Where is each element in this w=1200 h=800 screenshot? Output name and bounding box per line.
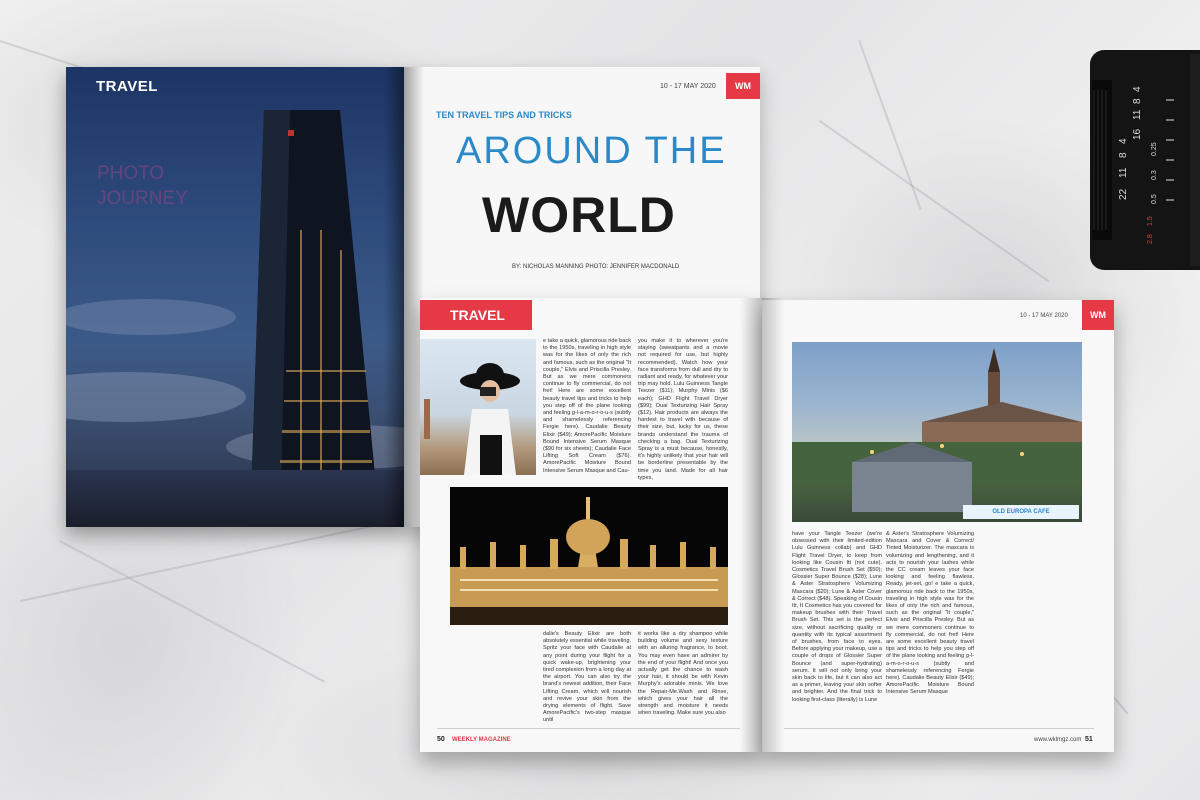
parliament-illustration — [450, 487, 728, 625]
lens-scale: 0.5 — [1151, 194, 1158, 204]
website: www.wklmgz.com — [1034, 737, 1082, 743]
marble-vein — [858, 40, 921, 210]
lens-scale: 22 — [1118, 188, 1129, 200]
page-number-left: 50 — [437, 736, 445, 743]
old-town-photo — [792, 342, 1082, 522]
lens-scale: 8 — [1132, 98, 1143, 104]
marble-vein — [819, 120, 1050, 282]
old-town-illustration — [792, 342, 1082, 522]
photo-caption: OLD EUROPA CAFE — [963, 505, 1079, 519]
text-column: & Aster's Stratosphere Volumizing Mascara and Cover & Correct/ Tinted Moisturizer. The mascara is volumizing and lengthening, and it acts to nourish your lashes while the CC cream leaves your face looking and feeling flawless. Ready, jet-set, go! e take a quick, glamorous ride back to the 1950s, traveling in high style was for the likes of only the rich and famous, such as the original "It couple," Elvis and Priscilla Presley. But as we mere commoners continue to fly commercial, do not fret! Here are some excellent beauty travel tips and tricks to help you step off of the plane looking and feeling g-l-a-m-o-r-o-u-s (subtly and shamelessly referencing Fergie here). Caudalie Beauty Elixir ($49); AmorePacific Moisture Bound Intensive Serum Masque — [886, 531, 974, 696]
lens-scale: 1.5 — [1147, 216, 1154, 226]
title-line-1: AROUND THE — [456, 130, 727, 172]
lens-scale: 16 — [1132, 128, 1143, 140]
wm-badge-front: WM — [1082, 300, 1114, 330]
back-spine-shadow — [384, 67, 424, 527]
front-date: 10 - 17 MAY 2020 — [1020, 313, 1068, 319]
marble-vein — [20, 525, 373, 602]
woman-photographer-photo — [420, 339, 536, 475]
front-spine-shadow — [740, 298, 784, 752]
lens-scale: 2.8 — [1147, 234, 1154, 244]
page-number-right: 51 — [1085, 736, 1093, 743]
byline: BY: NICHOLAS MANNING PHOTO: JENNIFER MACDONALD — [512, 264, 680, 270]
kicker: TEN TRAVEL TIPS AND TRICKS — [436, 110, 572, 120]
text-column: you make it to wherever you're staying (sweatpants and a movie not required for use, but highly recommended). Watch how your face transforms from dull and dry to radiant and ready, for whatever your trip may hold. Lulu Guinness Tangle Teezer ($11); Murphy Minis ($6 each); GHD Flight Travel Dryer ($99); Ouai Texturizing Hair Spray ($12). Hair products are always the hardest to travel with because of their size, but, lucky for us, these brands understand the trauma of checking a bag. Ouai Texturizing Spray is a must because, honestly, it's highly unlikely that your hair will be borderline presentable by the time you land. Made for all hair types, — [638, 338, 728, 481]
back-section-label: TRAVEL — [96, 78, 158, 95]
lens-scale: 4 — [1132, 86, 1143, 92]
text-column: e take a quick, glamorous ride back to the 1950s, traveling in high style was for the likes of only the rich and famous, such as the original "It couple," Elvis and Priscilla Presley. But as we mere commoners continue to fly commercial, do not fret! Here are some excellent beauty travel tips and tricks to help you step off of the plane looking and feeling g-l-a-m-o-r-o-u-s (subtly and shamelessly referencing Fergie here). Caudalie Beauty Elixir ($49); AmorePacific Moisture Bound Intensive Serum Masque ($90 for six sheets); Caudalie Face Lifting Soft Cream ($76). AmorePacific Moisture Bound Intensive Serum Masque and Cau- — [543, 338, 631, 474]
lens-scale: 11 — [1118, 167, 1129, 178]
wm-badge: WM — [726, 73, 760, 99]
lens-scale: 11 — [1132, 109, 1143, 120]
parliament-night-photo — [450, 487, 728, 625]
title-line-2: WORLD — [482, 187, 676, 243]
front-section-label: TRAVEL — [420, 300, 532, 330]
magazine-name: WEEKLY MAGAZINE — [452, 737, 511, 743]
lens-scale: 0.3 — [1151, 170, 1158, 180]
lens-scale: 4 — [1118, 138, 1129, 144]
camera-lens — [1090, 40, 1200, 280]
lens-scale: 0.25 — [1151, 142, 1158, 156]
back-date: 10 - 17 MAY 2020 — [660, 83, 716, 90]
marble-vein — [59, 540, 325, 683]
text-column: have your Tangle Teezer (we're obsessed with their limited-edition Lulu Guinness collab) and GHD Flight Travel Dryer, to keep from looking like Cousin Itt (not cute). Cosmetics Travel Brush Set ($50); Glossier Super Bounce ($28); Lune & Aster Stratosphere Volumizing Mascara ($20); Lune & Aster Cover & Correct ($48). Speaking of Cousin Itt, It Cosmetics has you covered for makeup brushes with their Travel Brush Set. This set is the perfect size, without sacrificing quality or quantity with its typical assortment of brushes, from face to eyes. Before applying your makeup, use a couple of drops of Glossier Super Bounce (and super-hydrating) serum. It will not only bring your skin back to life, but it can also act as a primer, leaving your skin softer and brighter. And the final trick to looking first-class (literally) is Lune — [792, 531, 882, 703]
text-column: dalie's Beauty Elixir are both absolutely essential while traveling. Spritz your face with Caudalie at any point during your flight for a quick wake-up, brightening your tired complexion from a long day at the airport. You can also try the brand's newest addition, their Face Lifting Cream, which will nourish and revive your skin from the drying elements of flight. Save AmorePacific's two-step masque until — [543, 631, 631, 724]
skyscraper-photo — [190, 110, 400, 527]
city-skyline — [66, 470, 404, 527]
footer-rule-right — [784, 728, 1094, 729]
text-column: it works like a dry shampoo while building volume and sexy texture with an alluring fragrance, to boot. You may even have an admirer by the end of your flight! And once you actually get the chance to wash your hair, it should be with Kevin Murphy's adorable minis. We love the Repair-Me.Wash and Rinse, which gives your hair all the strength and moisture it needs when traveling. Make sure you also — [638, 631, 728, 717]
woman-illustration — [420, 339, 536, 475]
footer-rule-left — [437, 728, 740, 729]
photo-journey-text: PHOTO JOURNEY — [97, 163, 188, 209]
lens-scale: 8 — [1118, 152, 1129, 158]
